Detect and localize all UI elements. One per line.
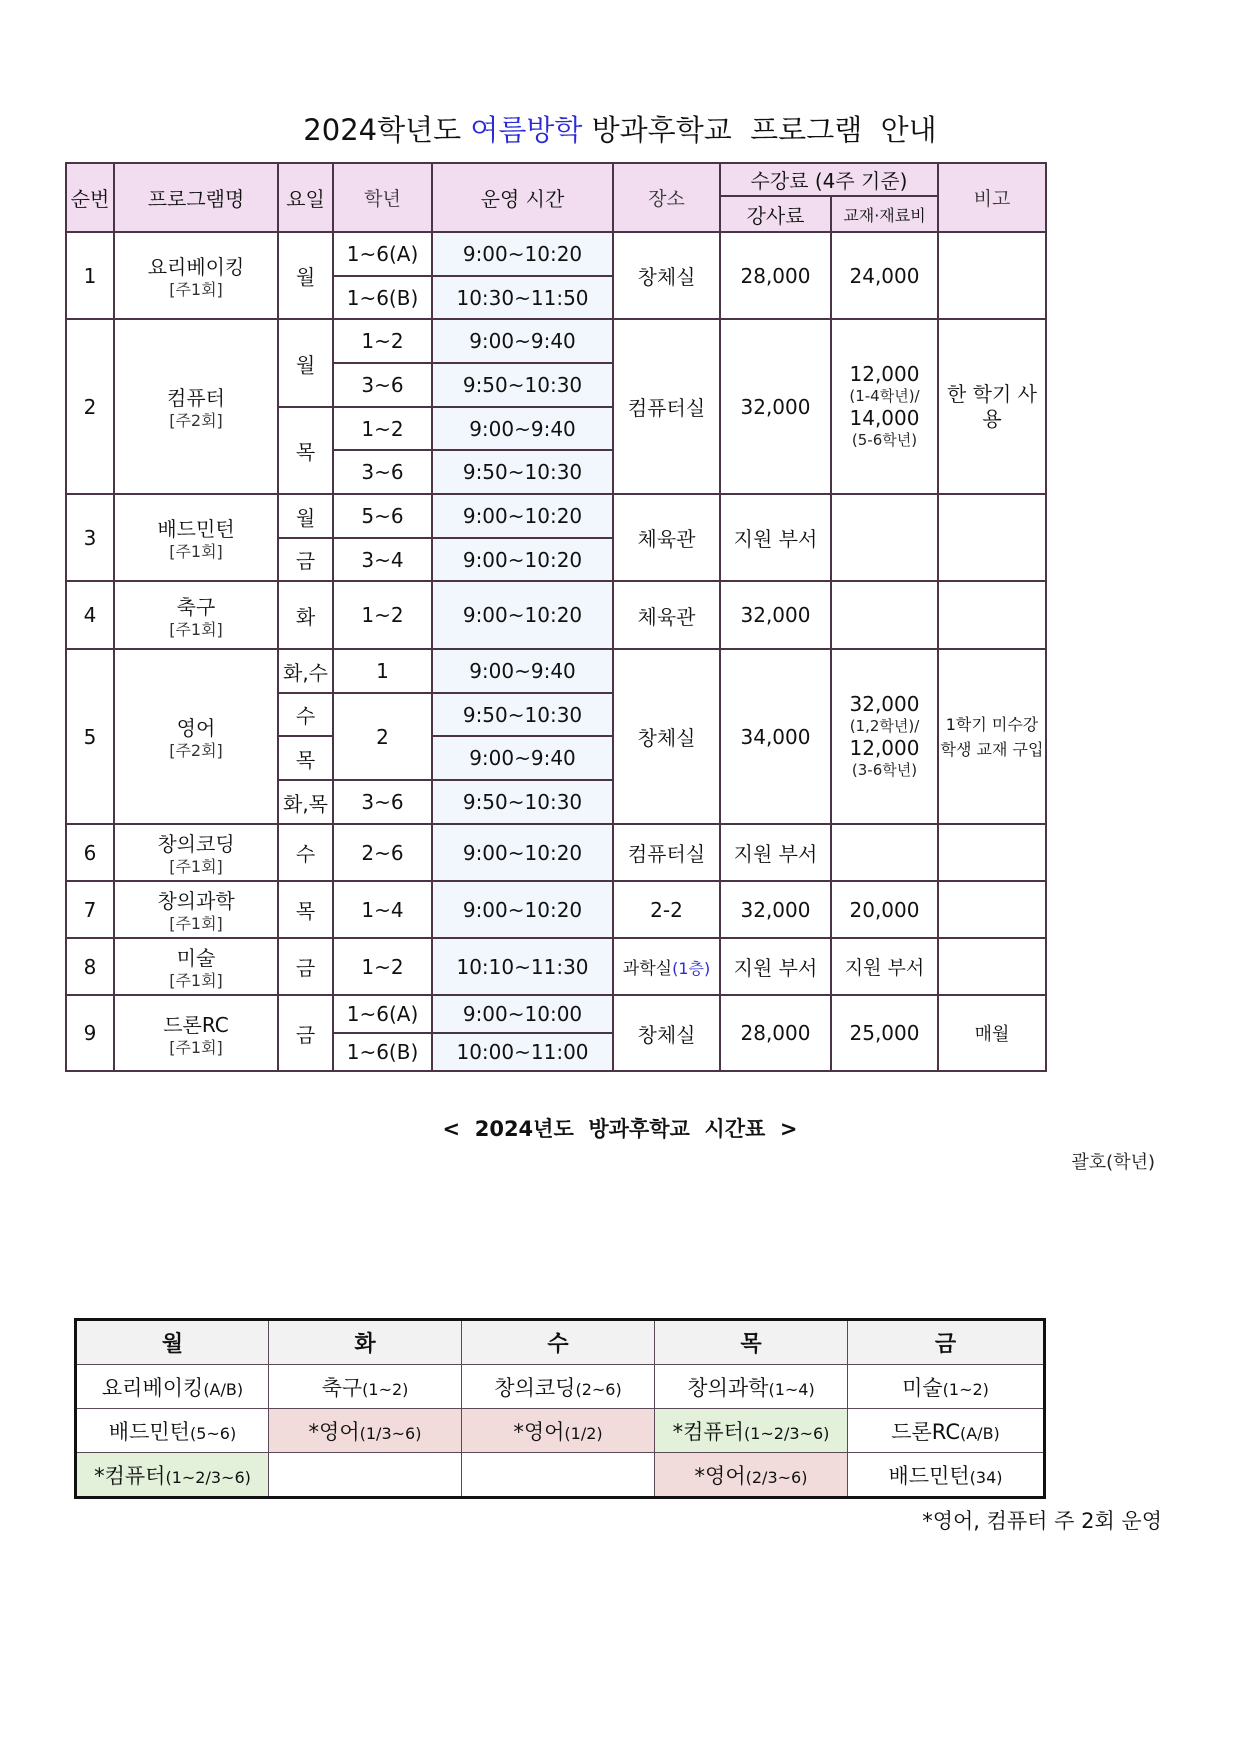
- header-name: 프로그램명: [114, 163, 278, 232]
- table-row: [66, 881, 1046, 938]
- program-lecture-fee: 28,000: [720, 232, 831, 319]
- program-remarks: 한 학기 사용: [938, 319, 1046, 494]
- header-lecture-fee: 강사료: [720, 196, 831, 232]
- program-lecture-fee: 32,000: [720, 881, 831, 938]
- program-material-fee: 지원 부서: [831, 938, 938, 995]
- table-row: [66, 232, 1046, 276]
- program-frequency: [주2회]: [169, 411, 223, 430]
- program-material-fee: [831, 824, 938, 881]
- program-time: 10:00~11:00: [432, 1033, 613, 1071]
- schedule-cell: 축구(1~2): [269, 1365, 462, 1409]
- program-time: 9:00~10:20: [432, 881, 613, 938]
- title-highlight: 여름방학: [470, 113, 583, 147]
- program-day: 수: [278, 824, 333, 881]
- program-grade: 3~6: [333, 363, 432, 407]
- program-day: 목: [278, 881, 333, 938]
- program-name: 배드민턴 [주1회]: [114, 494, 278, 581]
- program-lecture-fee: 지원 부서: [720, 494, 831, 581]
- program-day: 목: [278, 407, 333, 494]
- program-place: 체육관: [613, 581, 720, 649]
- program-time: 9:00~10:00: [432, 995, 613, 1033]
- program-grade: 2: [333, 693, 432, 780]
- program-time: 9:00~9:40: [432, 649, 613, 693]
- program-name: 미술 [주1회]: [114, 938, 278, 995]
- program-name: 컴퓨터 [주2회]: [114, 319, 278, 494]
- program-material-fee: 20,000: [831, 881, 938, 938]
- schedule-row: [76, 1409, 1045, 1453]
- schedule-title: < 2024년도 방과후학교 시간표 >: [442, 1117, 798, 1141]
- header-day: 요일: [278, 163, 333, 232]
- program-table: [65, 162, 1047, 1072]
- program-place: 2-2: [613, 881, 720, 938]
- program-time: 9:00~9:40: [432, 319, 613, 363]
- program-time: 9:00~10:20: [432, 824, 613, 881]
- header-time: 운영 시간: [432, 163, 613, 232]
- program-lecture-fee: 32,000: [720, 581, 831, 649]
- table-row: [66, 319, 1046, 363]
- program-lecture-fee: 지원 부서: [720, 938, 831, 995]
- program-remarks: [938, 232, 1046, 319]
- program-time: 9:00~10:20: [432, 581, 613, 649]
- program-frequency: [주1회]: [169, 971, 223, 990]
- program-time: 9:00~10:20: [432, 538, 613, 581]
- program-day: 화: [278, 581, 333, 649]
- schedule-cell: *컴퓨터(1~2/3~6): [655, 1409, 848, 1453]
- program-day: 금: [278, 995, 333, 1071]
- table-row: [66, 938, 1046, 995]
- page-title: [0, 108, 1240, 149]
- program-place: 창체실: [613, 995, 720, 1071]
- program-day: 금: [278, 538, 333, 581]
- program-day: 금: [278, 938, 333, 995]
- header-place: 장소: [613, 163, 720, 232]
- title-prefix: 2024학년도: [303, 113, 471, 147]
- program-day: 월: [278, 232, 333, 319]
- table-row: [66, 824, 1046, 881]
- program-lecture-fee: 지원 부서: [720, 824, 831, 881]
- program-material-fee: 24,000: [831, 232, 938, 319]
- schedule-cell: 배드민턴(5~6): [76, 1409, 269, 1453]
- program-name: 요리베이킹 [주1회]: [114, 232, 278, 319]
- program-no: 7: [66, 881, 114, 938]
- schedule-cell: 창의코딩(2~6): [462, 1365, 655, 1409]
- program-frequency: [주1회]: [169, 542, 223, 561]
- header-no: 순번: [66, 163, 114, 232]
- program-lecture-fee: 32,000: [720, 319, 831, 494]
- schedule-day-fri: 금: [848, 1320, 1045, 1365]
- schedule-legend: 괄호(학년): [1071, 1152, 1155, 1173]
- table-row: [66, 995, 1046, 1033]
- program-place: 과학실(1층): [613, 938, 720, 995]
- program-no: 1: [66, 232, 114, 319]
- program-frequency: [주2회]: [169, 741, 223, 760]
- program-time: 9:00~10:20: [432, 232, 613, 276]
- table-row: [66, 494, 1046, 538]
- program-place: 컴퓨터실: [613, 319, 720, 494]
- schedule-cell: [462, 1453, 655, 1498]
- program-day: 화,목: [278, 780, 333, 824]
- program-material-fee: 25,000: [831, 995, 938, 1071]
- program-remarks: 매월: [938, 995, 1046, 1071]
- program-time: 10:30~11:50: [432, 276, 613, 319]
- schedule-row: [76, 1453, 1045, 1498]
- schedule-cell: *영어(1/2): [462, 1409, 655, 1453]
- header-grade: 학년: [333, 163, 432, 232]
- program-place: 창체실: [613, 649, 720, 824]
- schedule-row: [76, 1365, 1045, 1409]
- program-grade: 2~6: [333, 824, 432, 881]
- program-time: 10:10~11:30: [432, 938, 613, 995]
- program-grade: 5~6: [333, 494, 432, 538]
- program-frequency: [주1회]: [169, 857, 223, 876]
- program-time: 9:50~10:30: [432, 780, 613, 824]
- program-material-fee: [831, 494, 938, 581]
- program-grade: 1~2: [333, 407, 432, 450]
- program-frequency: [주1회]: [169, 619, 223, 639]
- schedule-table: [74, 1318, 1046, 1499]
- schedule-day-thu: 목: [655, 1320, 848, 1365]
- program-grade: 1~4: [333, 881, 432, 938]
- program-name: 창의과학 [주1회]: [114, 881, 278, 938]
- program-place: 창체실: [613, 232, 720, 319]
- program-grade: 3~6: [333, 780, 432, 824]
- program-name: 창의코딩 [주1회]: [114, 824, 278, 881]
- schedule-cell: 드론RC(A/B): [848, 1409, 1045, 1453]
- header-material-fee: 교재·재료비: [831, 196, 938, 232]
- program-grade: 3~6: [333, 450, 432, 494]
- program-day: 월: [278, 494, 333, 538]
- header-remarks: 비고: [938, 163, 1046, 232]
- program-no: 9: [66, 995, 114, 1071]
- program-grade: 1~6(B): [333, 276, 432, 319]
- schedule-footnote: *영어, 컴퓨터 주 2회 운영: [922, 1509, 1162, 1533]
- program-grade: 1~2: [333, 938, 432, 995]
- program-time: 9:50~10:30: [432, 693, 613, 736]
- program-grade: 1~2: [333, 319, 432, 363]
- program-time: 9:00~10:20: [432, 494, 613, 538]
- table-row: [66, 649, 1046, 693]
- schedule-cell: *영어(2/3~6): [655, 1453, 848, 1498]
- program-place: 컴퓨터실: [613, 824, 720, 881]
- program-time: 9:50~10:30: [432, 450, 613, 494]
- schedule-cell: 요리베이킹(A/B): [76, 1365, 269, 1409]
- program-day: 목: [278, 736, 333, 780]
- program-remarks: [938, 581, 1046, 649]
- program-lecture-fee: 28,000: [720, 995, 831, 1071]
- place-floor-note: (1층): [672, 959, 711, 978]
- program-name: 드론RC [주1회]: [114, 995, 278, 1071]
- program-frequency: [주1회]: [169, 280, 223, 299]
- program-remarks: [938, 824, 1046, 881]
- schedule-cell: 배드민턴(34): [848, 1453, 1045, 1498]
- header-fee-group: 수강료 (4주 기준): [720, 163, 938, 196]
- program-day: 월: [278, 319, 333, 407]
- program-material-fee: 12,000 (1-4학년)/ 14,000 (5-6학년): [831, 319, 938, 494]
- schedule-cell: 창의과학(1~4): [655, 1365, 848, 1409]
- schedule-day-tue: 화: [269, 1320, 462, 1365]
- program-no: 5: [66, 649, 114, 824]
- title-suffix: 방과후학교 프로그램 안내: [582, 113, 937, 147]
- program-remarks: 1학기 미수강 학생 교재 구입: [938, 649, 1046, 824]
- schedule-cell: *컴퓨터(1~2/3~6): [76, 1453, 269, 1498]
- program-name: 축구 [주1회]: [114, 581, 278, 649]
- program-no: 8: [66, 938, 114, 995]
- program-time: 9:50~10:30: [432, 363, 613, 407]
- schedule-day-wed: 수: [462, 1320, 655, 1365]
- program-remarks: [938, 881, 1046, 938]
- schedule-day-mon: 월: [76, 1320, 269, 1365]
- program-time: 9:00~9:40: [432, 736, 613, 780]
- program-day: 수: [278, 693, 333, 736]
- program-frequency: [주1회]: [169, 1037, 223, 1057]
- schedule-cell: 미술(1~2): [848, 1365, 1045, 1409]
- schedule-cell: [269, 1453, 462, 1498]
- schedule-cell: *영어(1/3~6): [269, 1409, 462, 1453]
- program-grade: 1~2: [333, 581, 432, 649]
- program-grade: 1~6(A): [333, 995, 432, 1033]
- program-name: 영어 [주2회]: [114, 649, 278, 824]
- program-material-fee: [831, 581, 938, 649]
- program-grade: 1~6(B): [333, 1033, 432, 1071]
- program-grade: 3~4: [333, 538, 432, 581]
- program-grade: 1: [333, 649, 432, 693]
- program-frequency: [주1회]: [169, 914, 223, 933]
- program-grade: 1~6(A): [333, 232, 432, 276]
- program-no: 6: [66, 824, 114, 881]
- program-remarks: [938, 938, 1046, 995]
- table-row: [66, 581, 1046, 649]
- program-day: 화,수: [278, 649, 333, 693]
- program-time: 9:00~9:40: [432, 407, 613, 450]
- program-no: 3: [66, 494, 114, 581]
- program-lecture-fee: 34,000: [720, 649, 831, 824]
- program-material-fee: 32,000 (1,2학년)/ 12,000 (3-6학년): [831, 649, 938, 824]
- program-remarks: [938, 494, 1046, 581]
- program-place: 체육관: [613, 494, 720, 581]
- program-no: 2: [66, 319, 114, 494]
- program-no: 4: [66, 581, 114, 649]
